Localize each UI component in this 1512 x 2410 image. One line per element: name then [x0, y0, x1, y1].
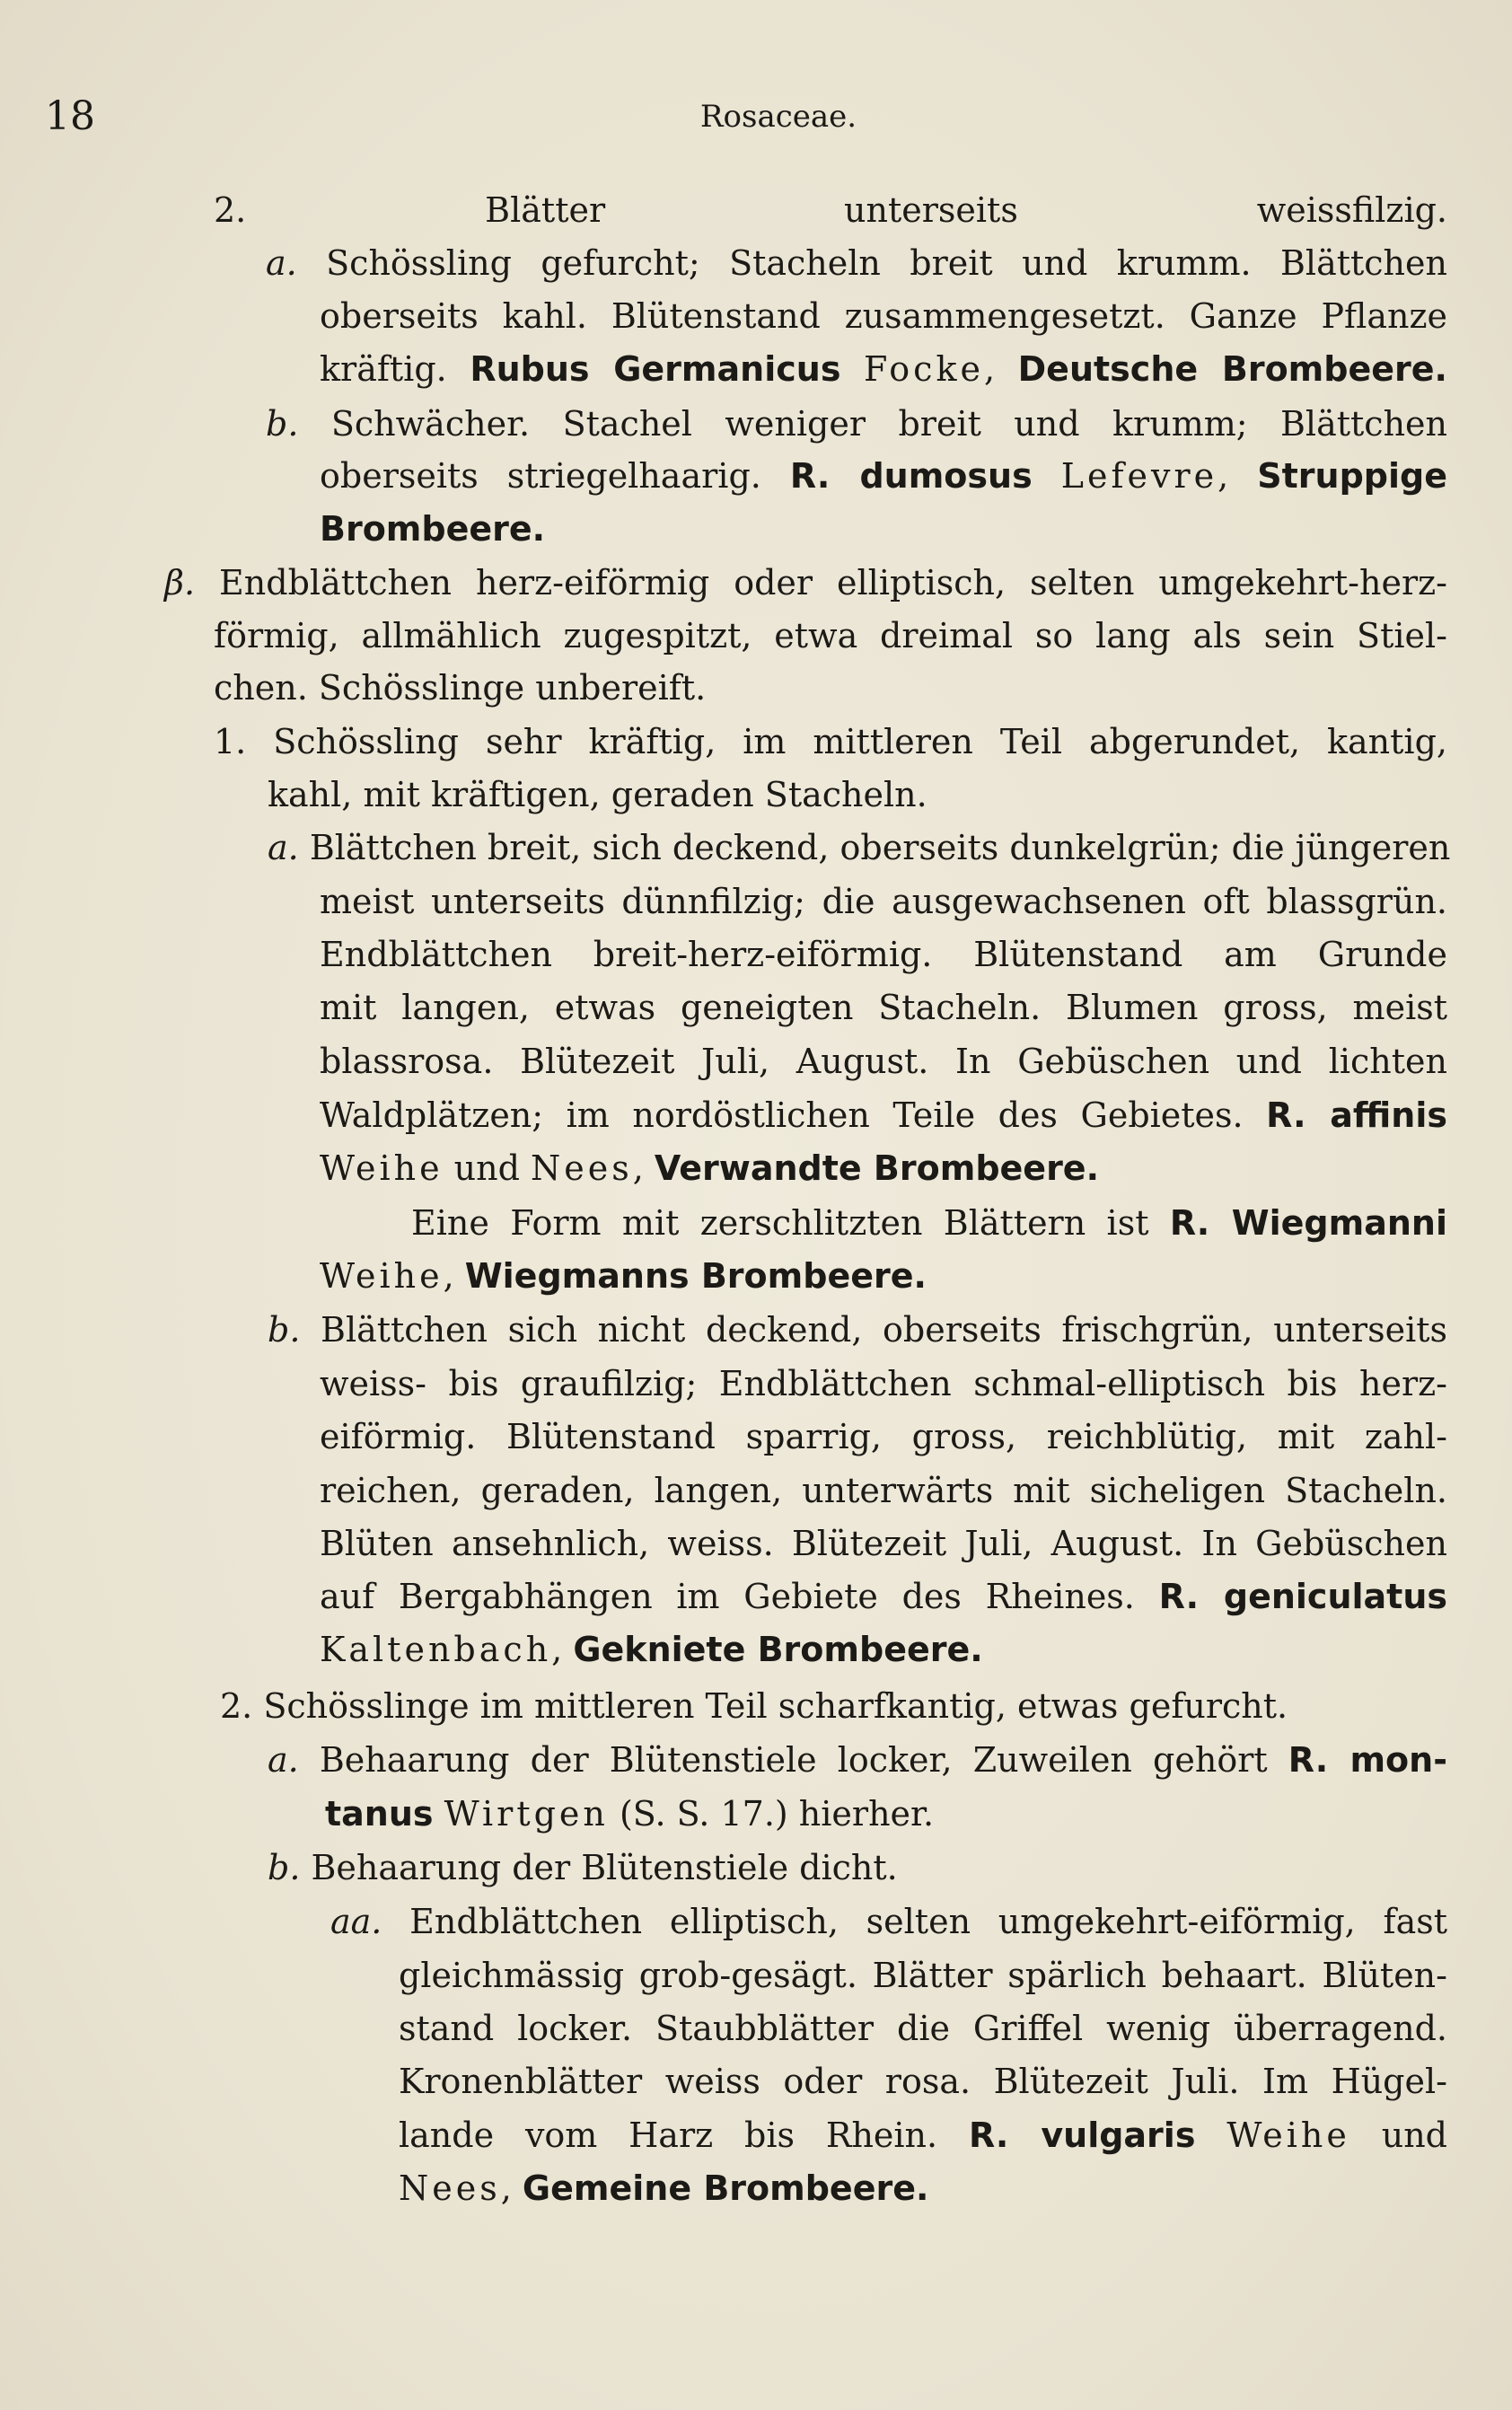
text-line	[399, 2003, 1447, 2054]
text-line	[325, 1789, 934, 1839]
text-segment: (S. S. 17.) hierher.	[608, 1794, 935, 1834]
text-segment: oberseits kahl. Blütenstand zusammengesetzt. Ganze Pflanze	[320, 296, 1447, 336]
text-segment: Kronenblätter weiss oder rosa. Blütezeit Juli. Im Hügel-	[399, 2062, 1447, 2101]
text-segment: und	[1349, 2115, 1447, 2155]
text-segment: Endblättchen elliptisch, selten umgekehrt-eiförmig, fast	[382, 1902, 1447, 1941]
text-line	[320, 929, 1447, 980]
author-name: Focke	[864, 349, 984, 389]
text-line	[320, 1036, 1447, 1086]
text-segment: weiss- bis graufilzig; Endblättchen schmal-elliptisch bis herz-	[320, 1364, 1447, 1403]
text-segment: ,	[500, 2168, 523, 2208]
text-segment: lande vom Harz bis Rhein.	[399, 2115, 969, 2155]
text-line	[214, 611, 1447, 661]
text-line	[214, 717, 1447, 767]
author-name: Weihe	[1226, 2115, 1350, 2155]
text-segment: Endblättchen herz-eiförmig oder elliptisch, selten umgekehrt-herz-	[195, 563, 1447, 602]
text-line	[220, 1681, 1288, 1731]
page-header	[45, 90, 1467, 144]
text-segment: reichen, geraden, langen, unterwärts mit sicheligen Stacheln.	[320, 1471, 1447, 1510]
text-line	[399, 2110, 1447, 2160]
text-line	[320, 344, 1447, 394]
species-name: tanus	[325, 1794, 434, 1834]
text-segment: auf Bergabhängen im Gebiete des Rheines.	[320, 1577, 1159, 1616]
author-name: Nees	[399, 2168, 501, 2208]
text-segment: mit langen, etwas geneigten Stacheln. Blumen gross, meist	[320, 988, 1447, 1027]
text-line	[320, 1143, 1099, 1193]
key-label: aa.	[330, 1902, 382, 1941]
text-segment: gleichmässig grob-gesägt. Blätter spärlich behaart. Blüten-	[399, 1956, 1447, 1995]
text-line	[320, 982, 1447, 1033]
text-line	[320, 1251, 927, 1301]
text-segment: 2. Schösslinge im mittleren Teil scharfkantig, etwas gefurcht.	[220, 1686, 1288, 1726]
text-line	[268, 1735, 1447, 1785]
text-segment: blassrosa. Blütezeit Juli, August. In Gebüschen und lichten	[320, 1042, 1447, 1081]
text-segment: förmig, allmählich zugespitzt, etwa dreimal so lang als sein Stiel-	[214, 616, 1447, 655]
species-name: R. vulgaris	[968, 2115, 1196, 2155]
text-segment: ,	[632, 1148, 655, 1188]
text-segment: 2. Blätter unterseits weissfilzig.	[214, 190, 1447, 230]
text-segment: ,	[551, 1630, 574, 1669]
text-line	[411, 1198, 1447, 1248]
text-segment: Waldplätzen; im nordöstlichen Teile des Gebietes.	[320, 1095, 1267, 1135]
running-title: Rosaceae.	[699, 99, 857, 135]
text-segment: Schwächer. Stachel weniger breit und krumm; Blättchen	[298, 404, 1447, 444]
text-segment: meist unterseits dünnfilzig; die ausgewachsenen oft blassgrün.	[320, 882, 1447, 921]
text-line	[214, 663, 706, 713]
text-segment: Behaarung der Blütenstiele dicht.	[300, 1848, 898, 1887]
text-segment: Blättchen sich nicht deckend, oberseits frischgrün, unterseits	[300, 1310, 1447, 1350]
text-line	[399, 1950, 1447, 2001]
species-name: R. mon-	[1288, 1740, 1447, 1780]
text-line	[320, 504, 545, 554]
text-line	[399, 2163, 928, 2213]
author-name: Lefevre	[1060, 456, 1218, 496]
text-segment: oberseits striegelhaarig.	[320, 456, 790, 496]
key-label: b.	[268, 1310, 301, 1350]
author-name: Weihe	[320, 1148, 444, 1188]
text-segment: Blättchen breit, sich deckend, oberseits dunkelgrün; die jüngeren	[298, 828, 1451, 867]
text-segment: Eine Form mit zerschlitzten Blättern ist	[411, 1203, 1170, 1243]
species-name: Gemeine Brombeere.	[522, 2168, 929, 2208]
text-segment: 1. Schössling sehr kräftig, im mittleren Teil abgerundet, kantig,	[214, 722, 1447, 761]
text-line	[266, 238, 1447, 288]
text-line	[320, 1518, 1447, 1569]
text-line	[399, 2056, 1447, 2107]
text-line	[320, 1624, 983, 1675]
text-segment: Blüten ansehnlich, weiss. Blütezeit Juli, August. In Gebüschen	[320, 1524, 1447, 1563]
species-name: Brombeere.	[320, 509, 546, 549]
key-label: a.	[268, 828, 299, 867]
text-line	[320, 1359, 1447, 1409]
text-line	[268, 770, 927, 820]
text-segment: chen. Schösslinge unbereift.	[214, 668, 707, 708]
key-label: a.	[266, 243, 297, 283]
text-line	[330, 1896, 1447, 1947]
text-line	[320, 291, 1447, 341]
text-line	[320, 451, 1447, 501]
text-segment: Endblättchen breit-herz-eiförmig. Blütenstand am Grunde	[320, 935, 1447, 974]
species-name: R. affinis	[1266, 1095, 1447, 1135]
text-segment	[434, 1794, 444, 1834]
text-segment: und	[443, 1148, 531, 1188]
text-segment: kräftig.	[320, 349, 470, 389]
text-line	[320, 1571, 1447, 1622]
text-segment	[1033, 456, 1061, 496]
author-name: Nees	[531, 1148, 633, 1188]
author-name: Kaltenbach	[320, 1630, 552, 1669]
text-segment: ,	[443, 1256, 465, 1296]
key-label: b.	[266, 404, 299, 444]
text-line	[268, 1843, 898, 1893]
species-name: R. geniculatus	[1158, 1577, 1448, 1616]
species-name: Deutsche Brombeere.	[1017, 349, 1447, 389]
text-segment: eiförmig. Blütenstand sparrig, gross, reichblütig, mit zahl-	[320, 1417, 1447, 1456]
page-number: 18	[45, 93, 95, 139]
text-segment	[840, 349, 864, 389]
text-line	[266, 399, 1447, 449]
text-segment	[1195, 2115, 1226, 2155]
author-name: Weihe	[320, 1256, 444, 1296]
species-name: Rubus Germanicus	[470, 349, 841, 389]
text-line	[320, 1090, 1447, 1140]
species-name: R. dumosus	[789, 456, 1033, 496]
text-line	[320, 1465, 1447, 1516]
species-name: Struppige	[1257, 456, 1447, 496]
species-name: Gekniete Brombeere.	[573, 1630, 983, 1669]
text-line	[214, 185, 1447, 235]
author-name: Wirtgen	[444, 1794, 609, 1834]
text-segment: kahl, mit kräftigen, geraden Stacheln.	[268, 775, 927, 814]
species-name: Verwandte Brombeere.	[654, 1148, 1100, 1188]
text-line	[268, 822, 1451, 873]
text-line	[320, 876, 1447, 927]
text-segment: ,	[1218, 456, 1258, 496]
key-label: a.	[268, 1740, 299, 1780]
key-label: b.	[268, 1848, 301, 1887]
key-label: β.	[164, 563, 196, 602]
text-line	[268, 1305, 1447, 1355]
text-segment: stand locker. Staubblätter die Griffel wenig überragend.	[399, 2009, 1447, 2048]
text-segment: Schössling gefurcht; Stacheln breit und krumm. Blättchen	[296, 243, 1447, 283]
text-segment: Behaarung der Blütenstiele locker, Zuweilen gehört	[298, 1740, 1288, 1780]
text-line	[320, 1412, 1447, 1462]
species-name: R. Wiegmanni	[1169, 1203, 1447, 1243]
species-name: Wiegmanns Brombeere.	[464, 1256, 927, 1296]
text-segment: ,	[983, 349, 1018, 389]
text-line	[164, 558, 1447, 608]
